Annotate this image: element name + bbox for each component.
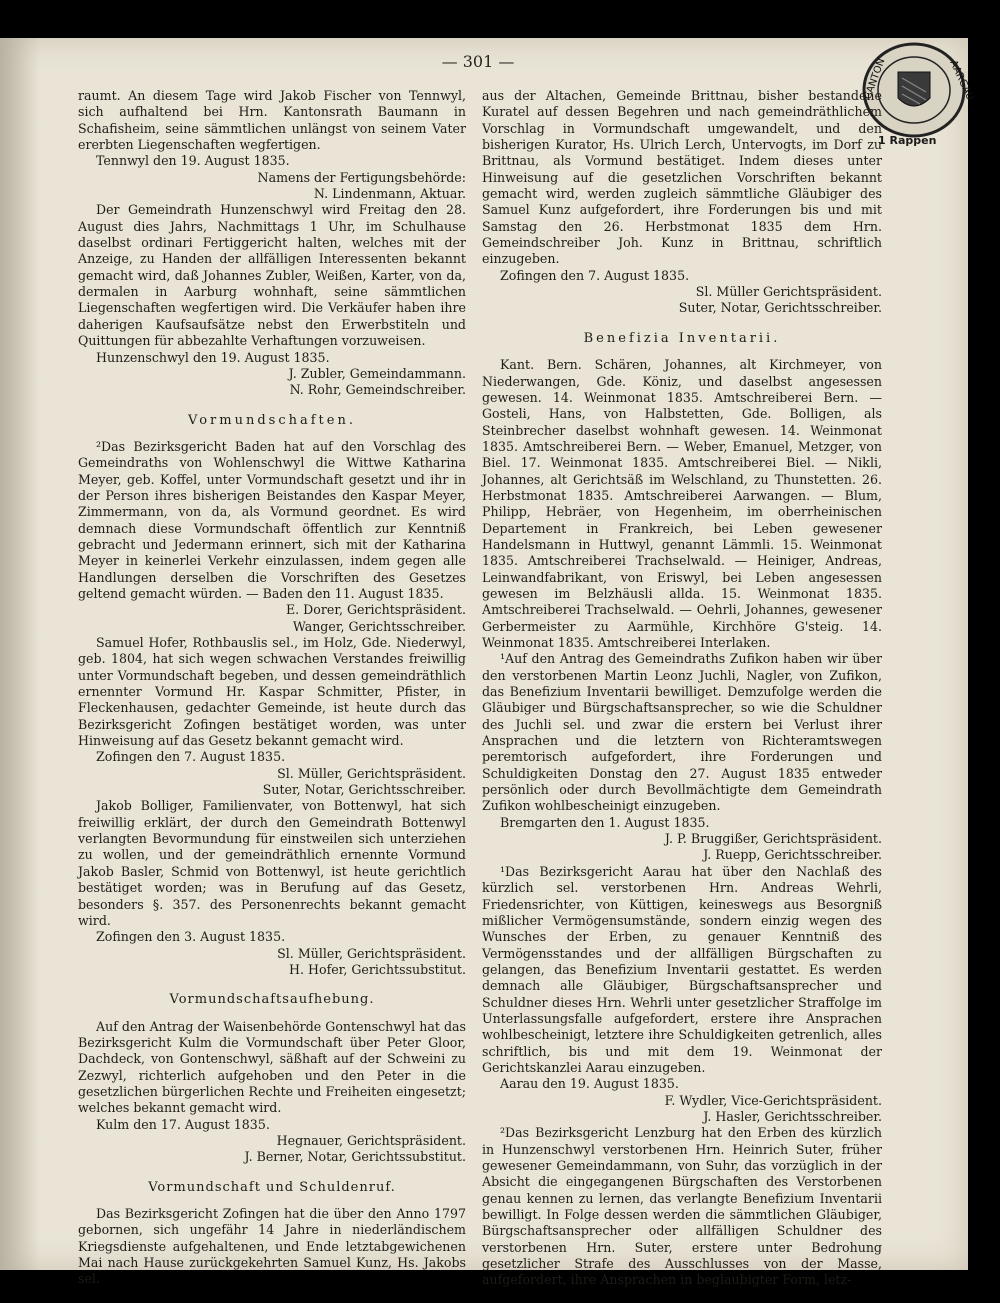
notice-signature: N. Rohr, Gemeindschreiber. <box>289 382 466 398</box>
notice-date: Aarau den 19. August 1835. <box>500 1076 679 1092</box>
notice-signature: J. Zubler, Gemeindammann. <box>288 365 466 381</box>
notice-lenzburg: ²Das Bezirksgericht Lenzburg hat den Erben des kürzlich in Hunzenschwyl verstorbenen Hrn. Heinrich Suter, früher gewesener Gemeindammann, von Suhr, das vorzüglich in der Absicht die eingegangenen Bürgschaften des Verstorbenen genau kennen zu lernen, das verlangte Benefizium Inventarii bewilligt. In Folge dessen werden die sämmtlichen Gläubiger, Bürgschaftsansprecher oder allfälligen Schuldner des verstorbenen Hrn. Suter, erstere unter Bedrohung gesetzlicher Strafe des Ausschlusses von der Masse, aufgefordert, ihre Ansprachen in beglaubigter Form, letz- <box>482 1125 882 1288</box>
notice-date: Hunzenschwyl den 19. August 1835. <box>96 349 330 365</box>
notice-signature: H. Hofer, Gerichtssubstitut. <box>289 961 466 977</box>
stamp-value: 1 Rappen <box>878 134 937 147</box>
notice-aarau: ¹Das Bezirksgericht Aarau hat über den Nachlaß des kürzlich sel. verstorbenen Hrn. Andreas Wehrli, Friedensrichter, von Küttigen, keineswegs aus Besorgniß mißlicher Vermögensumstände, sondern einzig wegen des Wunsches der Erben, zu genauer Kenntniß des Vermögensstandes und der allfälligen Bürgschaften zu gelangen, das Benefizium Inventarii gestattet. Es werden demnach alle Gläubiger, Bürgschaftsansprecher und Schuldner dieses Hrn. Wehrli unter gesetzlicher Straffolge im Unterlassungsfalle aufgefordert, erstere ihre Ansprachen wohlbescheinigt, letztere ihre Schuldigkeiten getrenlich, alles schriftlich, bis und mit dem 19. Weinmonat der Gerichtskanzlei Aarau einzugeben. <box>482 863 882 1075</box>
notice-signature: Suter, Notar, Gerichtsschreiber. <box>262 782 466 798</box>
notice-hunzenschwyl: Der Gemeindrath Hunzenschwyl wird Freitag den 28. August dies Jahrs, Nachmittags 1 Uhr, im Schulhause daselbst ordinari Fertiggericht halten, welches mit der Anzeige, zu Handen der allfälligen Interessenten bekannt gemacht wird, daß Johannes Zubler, Weißen, Karter, von da, dermalen in Aarburg wohnhaft, seine sämmtlichen Liegenschaften wegfertigen wird. Die Verkäufer haben ihre daherigen Kaufsaufsätze nebst den Erwerbstiteln und Quittungen für abbezahlte Verhaftungen vorzuweisen. <box>78 202 466 349</box>
notice-signature: Wanger, Gerichtsschreiber. <box>292 618 466 634</box>
notice-signature: Namens der Fertigungsbehörde: <box>257 169 466 185</box>
notice-kanton-bern: Kant. Bern. Schären, Johannes, alt Kirchmeyer, von Niederwangen, Gde. Köniz, und daselbst angesessen gewesen. 14. Weinmonat 1835. Amtschreiberei Bern. — Gosteli, Hans, von Halbstetten, Gde. Bolligen, als Steinbrecher daselbst wohnhaft gewesen. 14. Weinmonat 1835. Amtschreiberei Bern. — Weber, Emanuel, Metzger, von Biel. 17. Weinmonat 1835. Amtschreiberei Biel. — Nikli, Johannes, alt Gerichtsäß im Welschland, zu Thunstetten. 26. Herbstmonat 1835. Amtschreiberei Aarwangen. — Blum, Philipp, Hebräer, von Hegenheim, im oberrheinischen Departement in Frankreich, bei Leben gewesener Handelsmann in Huttwyl, genannt Lämmli. 15. Weinmonat 1835. Amtschreiberei Trachselwald. — Heiniger, Andreas, Leinwandfabrikant, von Eriswyl, bei Leben angesessen gewesen im Belzhäusli allda. 15. Weinmonat 1835. Amtschreiberei Trachselwald. — Oehrli, Johannes, gewesener Gerbermeister zu Aarmühle, Kirchhöre G'steig. 14. Weinmonat 1835. Amtschreiberei Interlaken. <box>482 357 882 650</box>
notice-date: Zofingen den 7. August 1835. <box>96 749 286 765</box>
notice-kulm: Auf den Antrag der Waisenbehörde Gontenschwyl hat das Bezirksgericht Kulm die Vormundschaft über Peter Gloor, Dachdeck, von Gontenschwyl, säßhaft auf der Schweini zu Zezwyl, richterlich aufgehoben und den Peter in die gesetzlichen bürgerlichen Rechte und Freiheiten eingesetzt; welches bekannt gemacht wird. <box>78 1018 466 1116</box>
notice-signature: J. Hasler, Gerichtsschreiber. <box>703 1108 882 1124</box>
notice-signature: J. Ruepp, Gerichtsschreiber. <box>703 847 882 863</box>
notice-zufikon: ¹Auf den Antrag des Gemeindraths Zufikon haben wir über den verstorbenen Martin Leonz Juchli, Nagler, von Zufikon, das Benefizium Inventarii bewilliget. Demzufolge werden die Gläubiger und Bürgschaftsansprecher, so wie die Schuldner des Juchli sel. und zwar die erstern bei Verlust ihrer Ansprachen und die letztern von Richteramtswegen peremtorisch aufgefordert, ihre Forderungen und Schuldigkeiten Donstag den 27. August 1835 entweder persönlich oder durch Bevollmächtigte dem Gemeindrath Zufikon wohlbescheinigt einzugeben. <box>482 651 882 814</box>
stamp-text-right: AARGAU <box>947 58 976 103</box>
notice-bolliger: Jakob Bolliger, Familienvater, von Bottenwyl, hat sich freiwillig erklärt, der durch den Gemeindrath Bottenwyl verlangten Bevormundung für einstweilen sich unterziehen zu wollen, und der gemeindräthlich ernennte Vormund Jakob Basler, Schmid von Bottenwyl, ist heute gerichtlich bestätiget worden; was in Berufung auf das Gesetz, besonders §. 357. des Personenrechts bekannt gemacht wird. <box>78 798 466 928</box>
notice-signature: Hegnauer, Gerichtspräsident. <box>276 1132 466 1148</box>
notice-kunz: Das Bezirksgericht Zofingen hat die über den Anno 1797 gebornen, sich ungefähr 14 Jahre in niederländischem Kriegsdienste aufgehaltenen, und Ende letztabgewichenen Mai nach Hause zurückgekehrten Samuel Kunz, Hs. Jakobs sel. <box>78 1206 466 1287</box>
notice-date: Tennwyl den 19. August 1835. <box>96 153 290 169</box>
section-heading-aufhebung: Vormundschaftsaufhebung. <box>169 992 375 1008</box>
notice-signature: E. Dorer, Gerichtspräsident. <box>285 602 466 618</box>
section-heading-schuldenruf: Vormundschaft und Schuldenruf. <box>148 1179 396 1195</box>
notice-signature: Sl. Müller, Gerichtspräsident. <box>277 765 466 781</box>
binding-gutter <box>0 38 40 1270</box>
right-column <box>482 88 882 1289</box>
notice-date: Zofingen den 7. August 1835. <box>500 267 690 283</box>
notice-signature: Sl. Müller, Gerichtspräsident. <box>277 945 466 961</box>
notice-baden: ²Das Bezirksgericht Baden hat auf den Vorschlag des Gemeindraths von Wohlenschwyl die Wittwe Katharina Meyer, geb. Koffel, unter Vormundschaft gesetzt und ihr in der Person ihres bisherigen Beistandes den Kaspar Meyer, Zimmermann, von da, als Vormund geordnet. Es wird demnach diese Vormundschaft öffentlich zur Kenntniß gebracht und Jedermann erinnert, sich mit der Katharina Meyer in keinerlei Verkehr einzulassen, indem gegen alle Handlungen derselben die Vorschriften des Gesetzes geltend gemacht würden. — Baden den 11. August 1835. <box>78 438 466 601</box>
notice-date: Zofingen den 3. August 1835. <box>96 929 286 945</box>
notice-date: Bremgarten den 1. August 1835. <box>500 814 710 830</box>
section-heading-benefizia: Benefizia Inventarii. <box>583 330 781 346</box>
notice-hofer: Samuel Hofer, Rothbauslis sel., im Holz, Gde. Niederwyl, geb. 1804, hat sich wegen schwachen Verstandes freiwillig unter Vormundschaft begeben, und dessen gemeindräthlich ernennter Vormund Hr. Kaspar Schmitter, Pfister, in Fleckenhausen, gedachter Gemeinde, ist heute durch das Bezirksgericht Zofingen bestätiget worden, was unter Hinweisung auf das Gesetz bekannt gemacht wird. <box>78 635 466 749</box>
notice-signature: F. Wydler, Vice-Gerichtspräsident. <box>664 1092 882 1108</box>
section-heading-vormundschaften: Vormundschaften. <box>188 412 356 428</box>
notice-tennwyl: raumt. An diesem Tage wird Jakob Fischer von Tennwyl, sich aufhaltend bei Hrn. Kantonsrath Baumann in Schafisheim, seine sämmtlichen unlängst von seinem Vater ererbten Liegenschaften wegfertigen. <box>78 88 466 153</box>
notice-signature: J. P. Bruggißer, Gerichtspräsident. <box>664 831 882 847</box>
notice-signature: J. Berner, Notar, Gerichtssubstitut. <box>244 1149 466 1165</box>
page-number: — 301 — <box>441 52 515 71</box>
notice-kunz-continued: aus der Altachen, Gemeinde Brittnau, bisher bestandene Kuratel auf dessen Begehren und nach gemeindräthlichem Vorschlag in Vormundschaft umgewandelt, und den bisherigen Kurator, Hs. Ulrich Lerch, Untervogts, im Dorf zu Brittnau, als Vormund bestätiget. Indem dieses unter Hinweisung auf die gesetzlichen Vorschriften bekannt gemacht wird, werden zugleich sämmtliche Gläubiger des Samuel Kunz aufgefordert, ihre Forderungen bis und mit Samstag den 26. Herbstmonat 1835 dem Hrn. Gemeindschreiber Joh. Kunz in Brittnau, schriftlich einzugeben. <box>482 88 882 267</box>
left-column <box>78 88 466 1288</box>
notice-signature: Suter, Notar, Gerichtsschreiber. <box>678 300 882 316</box>
notice-signature: N. Lindenmann, Aktuar. <box>313 186 466 202</box>
notice-signature: Sl. Müller Gerichtspräsident. <box>695 284 882 300</box>
notice-date: Kulm den 17. August 1835. <box>96 1116 270 1132</box>
stamp-text-left: CANTON <box>862 57 888 102</box>
